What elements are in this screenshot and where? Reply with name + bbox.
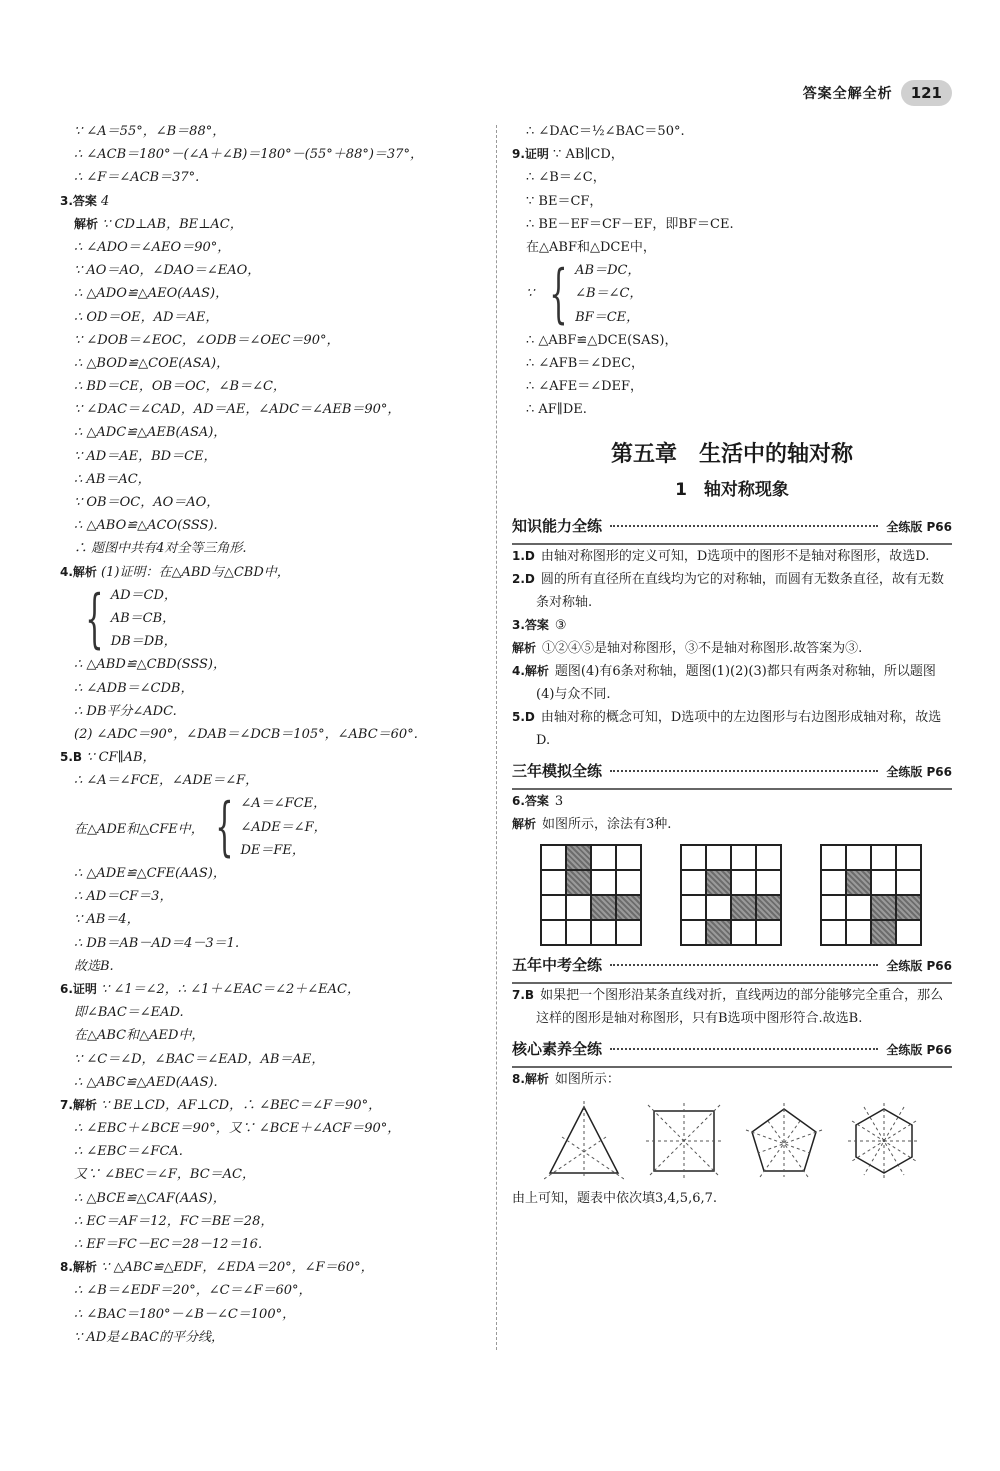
text-line xyxy=(60,537,480,560)
item-text: 题图(4)有6条对称轴，题图(1)(2)(3)都只有两条对称轴，所以题图(4)与众不同. xyxy=(536,664,936,703)
question-tag: 7.解析 xyxy=(60,1097,97,1112)
text-line xyxy=(60,120,480,143)
section-items-1 xyxy=(512,545,952,752)
shaded-cell xyxy=(731,895,756,920)
line-text: 故选B. xyxy=(74,958,114,974)
line-text: ∴ ∠B＝∠C， xyxy=(526,170,606,186)
section-header-ref: 全练版 P66 xyxy=(886,959,952,974)
text-line xyxy=(60,1256,480,1279)
line-text: ∴ AD＝CF＝3， xyxy=(74,889,173,905)
text-line xyxy=(60,1024,480,1047)
grid-cell xyxy=(541,870,566,895)
line-text: ∴ △ABO≌△ACO(SSS). xyxy=(74,518,218,534)
line-text: ∴ BE－EF＝CF－EF，即BF＝CE. xyxy=(526,216,734,232)
brace-icon: { xyxy=(549,256,568,331)
answer-item xyxy=(512,614,952,637)
left-lines-2 xyxy=(60,653,480,792)
line-text: ∵ BE＝CF， xyxy=(526,193,603,209)
line-text: ∵ △ABC≌△EDF，∠EDA＝20°，∠F＝60°， xyxy=(96,1260,374,1276)
grid-cell xyxy=(871,870,896,895)
brace-icon: { xyxy=(85,581,104,656)
text-line xyxy=(512,190,952,213)
answer-item xyxy=(512,660,952,706)
text-line xyxy=(60,1187,480,1210)
page-number: 121 xyxy=(901,80,952,106)
line-text: ∴ ∠B＝∠EDF＝20°，∠C＝∠F＝60°， xyxy=(74,1283,312,1299)
text-line xyxy=(60,1140,480,1163)
line-text: ∵ ∠DAC＝∠CAD，AD＝AE，∠ADC＝∠AEB＝90°， xyxy=(74,402,401,418)
item-text: 由轴对称图形的定义可知，D选项中的图形不是轴对称图形，故选D. xyxy=(540,549,930,565)
text-line xyxy=(60,468,480,491)
answer-item xyxy=(512,637,952,660)
grid-cell xyxy=(616,870,641,895)
line-text: ∵ ∠DOB＝∠EOC，∠ODB＝∠OEC＝90°， xyxy=(74,332,340,348)
system-prefix: 在△ADE和△CFE中， xyxy=(74,821,204,837)
system-row: ∠B＝∠C， xyxy=(575,286,643,302)
question-tag: 8.解析 xyxy=(60,1260,97,1275)
item-text: 如图所示： xyxy=(554,1072,620,1088)
section-title: 1 轴对称现象 xyxy=(675,480,789,501)
text-line xyxy=(60,1163,480,1186)
text-line xyxy=(60,398,480,421)
grid-cell xyxy=(821,870,846,895)
answer-item xyxy=(512,984,952,1030)
grid-cell xyxy=(756,845,781,870)
grid-cell xyxy=(821,920,846,945)
pentagon-axes-figure xyxy=(744,1101,824,1181)
item-text: ①②④⑤是轴对称图形，③不是轴对称图形.故答案为③. xyxy=(542,641,863,657)
line-text: ∴ DB＝AB－AD＝4－3＝1. xyxy=(74,935,240,951)
text-line xyxy=(60,352,480,375)
grid-cell xyxy=(731,845,756,870)
line-text: 又∵ ∠BEC＝∠F，BC＝AC， xyxy=(74,1167,256,1183)
grid-cell xyxy=(591,920,616,945)
item-text: 3 xyxy=(554,794,564,810)
question-tag: 4.解析 xyxy=(60,564,97,579)
text-line xyxy=(512,166,952,189)
section-header-1 xyxy=(512,515,952,545)
system-row: AD＝CD， xyxy=(110,587,177,603)
system-row: DE＝FE， xyxy=(240,842,305,858)
left-column xyxy=(60,120,480,1349)
grid-cell xyxy=(896,845,921,870)
line-text: ∴ ∠EBC＋∠BCE＝90°，又∵ ∠BCE＋∠ACF＝90°， xyxy=(74,1121,401,1137)
square-axes-figure xyxy=(644,1101,724,1181)
item-text: ③ xyxy=(554,618,567,634)
line-text: ∴ △BCE≌△CAF(AAS)， xyxy=(74,1190,226,1206)
chapter-title: 第五章 生活中的轴对称 xyxy=(610,442,853,468)
grid-cell xyxy=(591,870,616,895)
text-line xyxy=(60,143,480,166)
header-title: 答案全解全析 xyxy=(802,86,893,102)
line-text: ∵ ∠1＝∠2，∴ ∠1＋∠EAC＝∠2＋∠EAC， xyxy=(96,981,360,997)
system-row: BF＝CE， xyxy=(575,309,640,325)
text-line xyxy=(60,514,480,537)
grid-cell xyxy=(896,920,921,945)
text-line xyxy=(60,955,480,978)
line-text: ∵ CF∥AB， xyxy=(82,750,156,766)
text-line xyxy=(60,491,480,514)
grid-cell xyxy=(681,845,706,870)
line-text: ∵ BE⊥CD，AF⊥CD，∴ ∠BEC＝∠F＝90°， xyxy=(96,1097,382,1113)
grid-cell xyxy=(591,845,616,870)
line-text: ∵ AD＝AE，BD＝CE， xyxy=(74,448,217,464)
grid-cell xyxy=(756,920,781,945)
shaded-cell xyxy=(896,895,921,920)
grid-cell xyxy=(681,895,706,920)
line-text: 在△ABF和△DCE中， xyxy=(526,239,656,255)
page-header xyxy=(803,80,952,106)
section-items-3 xyxy=(512,984,952,1030)
answer-item xyxy=(512,813,952,836)
grid-cell xyxy=(681,870,706,895)
text-line xyxy=(60,746,480,769)
text-line xyxy=(60,445,480,468)
grid-cell xyxy=(731,920,756,945)
line-text: ∴ ∠F＝∠ACB＝37°. xyxy=(74,170,200,186)
text-line xyxy=(60,282,480,305)
grid-cell xyxy=(731,870,756,895)
grid-cell xyxy=(706,895,731,920)
text-line xyxy=(60,677,480,700)
grid-figure-3 xyxy=(820,844,922,946)
because-symbol: ∵ xyxy=(526,286,539,302)
line-text: ∵ ∠C＝∠D，∠BAC＝∠EAD，AB＝AE， xyxy=(74,1051,325,1067)
section-items-4 xyxy=(512,1068,952,1091)
text-line xyxy=(60,653,480,676)
question-tag: 9.证明 xyxy=(512,147,549,162)
text-line xyxy=(60,1001,480,1024)
line-text: ∴ AB＝AC， xyxy=(74,471,151,487)
system-row: ∠ADE＝∠F， xyxy=(240,819,327,835)
question-tag: 6.证明 xyxy=(60,981,97,996)
grid-cell xyxy=(846,845,871,870)
text-line xyxy=(512,120,952,143)
line-text: ∵ AB＝4， xyxy=(74,912,140,928)
grid-figure-2 xyxy=(680,844,782,946)
right-lines-1 xyxy=(512,120,952,259)
text-line xyxy=(60,1303,480,1326)
question-tag: 解析 xyxy=(512,817,537,832)
line-text: ∴ ∠ACB＝180°－(∠A＋∠B)＝180°－(55°＋88°)＝37°， xyxy=(74,147,423,163)
grid-cell xyxy=(541,895,566,920)
line-text: ∴ ∠AFE＝∠DEF， xyxy=(526,379,644,395)
text-line xyxy=(60,259,480,282)
question-tag: 1.D xyxy=(512,549,535,564)
text-line xyxy=(60,375,480,398)
equation-system-1 xyxy=(60,581,480,656)
text-line xyxy=(60,1117,480,1140)
line-text: ∴ OD＝OE，AD＝AE， xyxy=(74,309,219,325)
text-line xyxy=(60,1279,480,1302)
line-text: ∴ ∠DAC＝½∠BAC＝50°. xyxy=(526,124,685,139)
section-header-ref: 全练版 P66 xyxy=(886,520,952,535)
item-text: 如图所示，涂法有3种. xyxy=(542,817,672,833)
section-header-3 xyxy=(512,954,952,984)
shaded-cell xyxy=(566,845,591,870)
question-tag: 6.答案 xyxy=(512,794,549,809)
grid-cell xyxy=(846,920,871,945)
line-text: ∵ AB∥CD， xyxy=(548,147,624,163)
section-header-label: 核心素养全练 xyxy=(512,1040,603,1059)
question-tag: 解析 xyxy=(74,216,99,231)
item-text: 圆的所有直径所在直线均为它的对称轴，而圆有无数条直径，故有无数条对称轴. xyxy=(536,572,944,611)
section-header-label: 五年中考全练 xyxy=(512,956,603,975)
shaded-cell xyxy=(616,895,641,920)
system-row: DB＝DB， xyxy=(110,634,177,650)
item-text: 如果把一个图形沿某条直线对折，直线两边的部分能够完全重合，那么这样的图形是轴对称图形，只有B选项中图形符合.故选B. xyxy=(536,988,944,1027)
text-line xyxy=(512,375,952,398)
brace-icon: { xyxy=(214,790,234,865)
shaded-cell xyxy=(591,895,616,920)
grid-cell xyxy=(821,845,846,870)
system-row: ∠A＝∠FCE， xyxy=(240,796,327,812)
text-line xyxy=(60,862,480,885)
section-header-ref: 全练版 P66 xyxy=(886,765,952,780)
section-items-2 xyxy=(512,790,952,836)
grid-cell xyxy=(541,845,566,870)
question-tag: 2.D xyxy=(512,572,535,587)
line-text: ∵ CD⊥AB，BE⊥AC， xyxy=(98,216,243,232)
shaded-cell xyxy=(756,895,781,920)
text-line xyxy=(60,723,480,746)
shaded-cell xyxy=(566,870,591,895)
shaded-cell xyxy=(706,920,731,945)
right-column xyxy=(512,120,952,1211)
answer-item xyxy=(512,706,952,752)
line-text: ∴ △ADO≌△AEO(AAS)， xyxy=(74,286,229,302)
grid-cell xyxy=(616,845,641,870)
line-text: (1)证明：在△ABD与△CBD中， xyxy=(96,564,290,580)
question-tag: 5.B xyxy=(60,750,83,765)
text-line xyxy=(512,213,952,236)
line-text: ∴ △ADE≌△CFE(AAS)， xyxy=(74,866,226,881)
question-tag: 3.答案 xyxy=(512,618,549,633)
question-tag: 4.解析 xyxy=(512,664,549,679)
line-text: ∴ △ADC≌△AEB(ASA)， xyxy=(74,425,227,441)
text-line xyxy=(60,978,480,1001)
grid-cell xyxy=(541,920,566,945)
question-tag: 7.B xyxy=(512,988,535,1003)
question-tag: 3.答案 xyxy=(60,193,97,208)
line-text: 4 xyxy=(96,193,110,209)
equation-system-3 xyxy=(512,256,952,331)
line-text: ∴ ∠ADB＝∠CDB， xyxy=(74,680,194,696)
line-text: ∴ BD＝CE，OB＝OC，∠B＝∠C， xyxy=(74,379,286,395)
answer-item xyxy=(512,568,952,614)
section-header-label: 知识能力全练 xyxy=(512,517,603,536)
text-line xyxy=(60,1233,480,1256)
grid-figure-1 xyxy=(540,844,642,946)
hexagon-axes-figure xyxy=(844,1101,924,1181)
section-header-4 xyxy=(512,1038,952,1068)
text-line xyxy=(60,421,480,444)
line-text: ∴ 题图中共有4对全等三角形. xyxy=(74,541,247,557)
answer-item xyxy=(512,790,952,813)
line-text: ∴ EF＝FC－EC＝28－12＝16. xyxy=(74,1237,263,1252)
text-line xyxy=(512,143,952,166)
line-text: ∵ AO＝AO，∠DAO＝∠EAO， xyxy=(74,263,261,279)
text-line xyxy=(60,306,480,329)
symmetry-figures xyxy=(544,1101,952,1181)
section-header-2 xyxy=(512,760,952,790)
text-line xyxy=(60,329,480,352)
section-header-ref: 全练版 P66 xyxy=(886,1043,952,1058)
text-line xyxy=(60,885,480,908)
line-text: ∴ ∠AFB＝∠DEC， xyxy=(526,355,645,371)
text-line xyxy=(60,908,480,931)
question-tag: 5.D xyxy=(512,710,535,725)
shaded-cell xyxy=(871,895,896,920)
answer-item xyxy=(512,545,952,568)
grid-cell xyxy=(896,870,921,895)
shaded-cell xyxy=(871,920,896,945)
grid-cell xyxy=(821,895,846,920)
line-text: ∵ AD是∠BAC的平分线， xyxy=(74,1329,224,1345)
grid-cell xyxy=(681,920,706,945)
line-text: ∴ ∠A＝∠FCE，∠ADE＝∠F， xyxy=(74,773,259,789)
text-line xyxy=(512,398,952,421)
triangle-axes-figure xyxy=(544,1101,624,1181)
line-text: ∴ ∠BAC＝180°－∠B－∠C＝100°， xyxy=(74,1306,296,1322)
text-line xyxy=(60,1048,480,1071)
line-text: ∴ △ABC≌△AED(AAS). xyxy=(74,1074,218,1090)
text-line xyxy=(60,932,480,955)
column-divider xyxy=(496,125,497,1350)
text-line xyxy=(60,190,480,213)
shaded-cell xyxy=(706,870,731,895)
grid-cell xyxy=(616,920,641,945)
text-line xyxy=(512,329,952,352)
item-text: 由轴对称的概念可知，D选项中的左边图形与右边图形成轴对称，故选D. xyxy=(536,710,942,749)
grid-cell xyxy=(566,895,591,920)
line-text: ∴ ∠EBC＝∠FCA. xyxy=(74,1144,183,1160)
question-tag: 解析 xyxy=(512,641,537,656)
line-text: ∵ OB＝OC，AO＝AO， xyxy=(74,495,220,510)
text-line xyxy=(60,700,480,723)
text-line xyxy=(60,213,480,236)
right-lines-2 xyxy=(512,329,952,422)
text-line xyxy=(60,769,480,792)
line-text: ∴ AF∥DE. xyxy=(526,402,587,418)
line-text: (2) ∠ADC＝90°，∠DAB＝∠DCB＝105°，∠ABC＝60°. xyxy=(74,726,418,742)
text-line xyxy=(60,1094,480,1117)
line-text: 即∠BAC＝∠EAD. xyxy=(74,1005,184,1021)
system-row: AB＝CB， xyxy=(110,610,176,626)
grid-cell xyxy=(756,870,781,895)
text-line xyxy=(60,561,480,584)
grid-cell xyxy=(846,895,871,920)
line-text: ∴ △ABD≌△CBD(SSS)， xyxy=(74,657,226,673)
question-tag: 8.解析 xyxy=(512,1072,549,1087)
text-line xyxy=(512,236,952,259)
line-text: 在△ABC和△AED中， xyxy=(74,1028,205,1044)
text-line xyxy=(60,166,480,189)
line-text: ∴ △ABF≌△DCE(SAS)， xyxy=(526,332,678,348)
grid-cell xyxy=(871,845,896,870)
shaded-cell xyxy=(846,870,871,895)
line-text: ∴ ∠ADO＝∠AEO＝90°， xyxy=(74,239,231,255)
coloring-figures xyxy=(540,844,952,946)
equation-system-2 xyxy=(60,790,480,865)
section-header-label: 三年模拟全练 xyxy=(512,762,603,781)
text-line xyxy=(60,1071,480,1094)
left-lines-3 xyxy=(60,862,480,1349)
text-line xyxy=(60,1210,480,1233)
grid-cell xyxy=(566,920,591,945)
line-text: ∴ EC＝AF＝12，FC＝BE＝28， xyxy=(74,1213,274,1229)
conclusion-line: 由上可知，题表中依次填3,4,5,6,7. xyxy=(512,1191,718,1207)
line-text: ∵ ∠A＝55°，∠B＝88°， xyxy=(74,124,226,139)
system-row: AB＝DC， xyxy=(575,263,641,279)
left-lines-1 xyxy=(60,120,480,584)
grid-cell xyxy=(706,845,731,870)
text-line xyxy=(512,352,952,375)
text-line xyxy=(60,1326,480,1349)
text-line xyxy=(60,236,480,259)
answer-item xyxy=(512,1068,952,1091)
line-text: ∴ △BOD≌△COE(ASA)， xyxy=(74,355,230,371)
line-text: ∴ DB平分∠ADC. xyxy=(74,703,177,719)
